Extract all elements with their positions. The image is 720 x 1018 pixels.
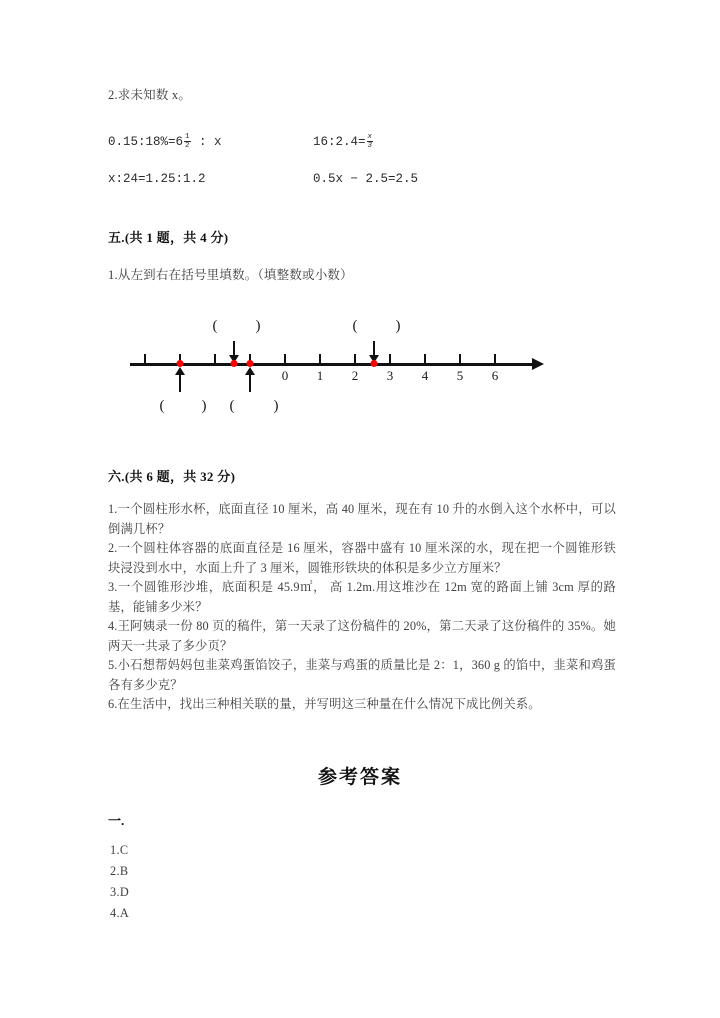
answer-section-label-1: 一.	[108, 813, 125, 828]
axis-arrowhead-icon	[532, 358, 544, 370]
equation-1-fraction	[184, 133, 191, 151]
equation-1-text: 0.15:18%=6	[108, 135, 184, 149]
axis-label-0: 0	[281, 368, 289, 383]
answer-item-3: 3.D	[110, 885, 130, 899]
section-six-question-1: 1.一个圆柱形水杯，底面直径 10 厘米，高 40 厘米，现在有 10 升的水倒入这个水杯中，可以倒满几杯？	[108, 502, 616, 536]
axis-label-2: 2	[351, 368, 359, 383]
equation-2	[313, 133, 374, 151]
blank-paren-top-1-open: (	[212, 318, 218, 334]
blank-paren-top-2-close: )	[395, 318, 401, 334]
section-six-question-5: 5.小石想帮妈妈包韭菜鸡蛋馅饺子，韭菜与鸡蛋的质量比是 2：1，360 g 的馅中，韭菜和鸡蛋各有多少克？	[108, 658, 616, 692]
axis-tick-2	[214, 354, 216, 364]
axis-tick-10	[494, 354, 496, 364]
axis-tick-0	[144, 354, 146, 364]
answer-item-1: 1.C	[110, 843, 129, 857]
section-six-question-6: 6.在生活中，找出三种相关联的量，并写明这三种量在什么情况下成比例关系。	[108, 697, 541, 711]
equation-2-fraction	[367, 133, 374, 151]
find-unknown-prompt: 2.求未知数 x。	[108, 88, 192, 102]
equation-1-fraction-denominator: 2	[185, 142, 190, 150]
up-arrow-2-head	[245, 367, 255, 375]
reference-answers-title: 参考答案	[317, 767, 402, 788]
number-line-axis	[130, 363, 534, 366]
axis-label-6: 6	[491, 368, 499, 383]
equation-4	[313, 172, 418, 186]
number-line-dot-4	[371, 360, 378, 367]
axis-tick-4	[284, 354, 286, 364]
equation-2-text: 16:2.4=	[313, 135, 366, 149]
equation-row-1	[108, 133, 616, 151]
section-six-question-3: 3.一个圆锥形沙堆，底面积是 45.9㎡， 高 1.2m.用这堆沙在 12m 宽的路面上铺 3cm 厚的路基，能铺多少米？	[108, 580, 616, 614]
blank-paren-top-1-close: )	[255, 318, 261, 334]
equation-1	[108, 133, 313, 151]
axis-label-3: 3	[386, 368, 394, 383]
blank-paren-top-2-open: (	[352, 318, 358, 334]
axis-label-4: 4	[421, 368, 429, 383]
section-six-heading: 六.(共 6 题，共 32 分)	[108, 469, 236, 484]
equation-2-fraction-denominator: 3	[367, 142, 373, 150]
blank-paren-bottom-1-close: )	[201, 398, 207, 414]
up-arrow-1-head	[175, 367, 185, 375]
number-line-dot-1	[177, 360, 184, 367]
axis-tick-7	[389, 354, 391, 364]
axis-tick-6	[354, 354, 356, 364]
axis-tick-9	[459, 354, 461, 364]
axis-label-5: 5	[456, 368, 464, 383]
blank-paren-bottom-2-open: (	[229, 398, 235, 414]
equation-2-fraction-numerator: x	[367, 132, 373, 141]
section-six-question-4: 4.王阿姨录一份 80 页的稿件，第一天录了这份稿件的 20%，第二天录了这份稿件的 35%。她两天一共录了多少页？	[108, 619, 616, 653]
equation-3	[108, 172, 313, 186]
equation-row-2	[108, 172, 616, 186]
up-arrow-2-shaft	[249, 375, 251, 392]
number-line-figure	[130, 318, 560, 422]
axis-tick-5	[319, 354, 321, 364]
number-line-dot-2	[231, 360, 238, 367]
section-five-heading: 五.(共 1 题，共 4 分)	[108, 230, 229, 245]
equation-3-text: x:24=1.25:1.2	[108, 172, 206, 186]
answer-item-2: 2.B	[110, 864, 129, 878]
blank-paren-bottom-2-close: )	[273, 398, 279, 414]
equation-1-fraction-numerator: 1	[185, 132, 190, 141]
section-six-question-2: 2.一个圆柱体容器的底面直径是 16 厘米，容器中盛有 10 厘米深的水，现在把一个圆锥形铁块浸没到水中，水面上升了 3 厘米，圆锥形铁块的体积是多少立方厘米？	[108, 541, 616, 575]
up-arrow-1-shaft	[179, 375, 181, 392]
section-six-questions	[108, 500, 616, 715]
number-line-dot-3	[247, 360, 254, 367]
section-five-question-1: 1.从左到右在括号里填数。（填整数或小数）	[108, 268, 353, 282]
equation-1-tail: : x	[191, 135, 222, 149]
equation-4-text: 0.5x − 2.5=2.5	[313, 172, 419, 186]
answer-item-4: 4.A	[110, 906, 130, 920]
axis-label-1: 1	[316, 368, 324, 383]
blank-paren-bottom-1-open: (	[159, 398, 165, 414]
axis-tick-8	[424, 354, 426, 364]
